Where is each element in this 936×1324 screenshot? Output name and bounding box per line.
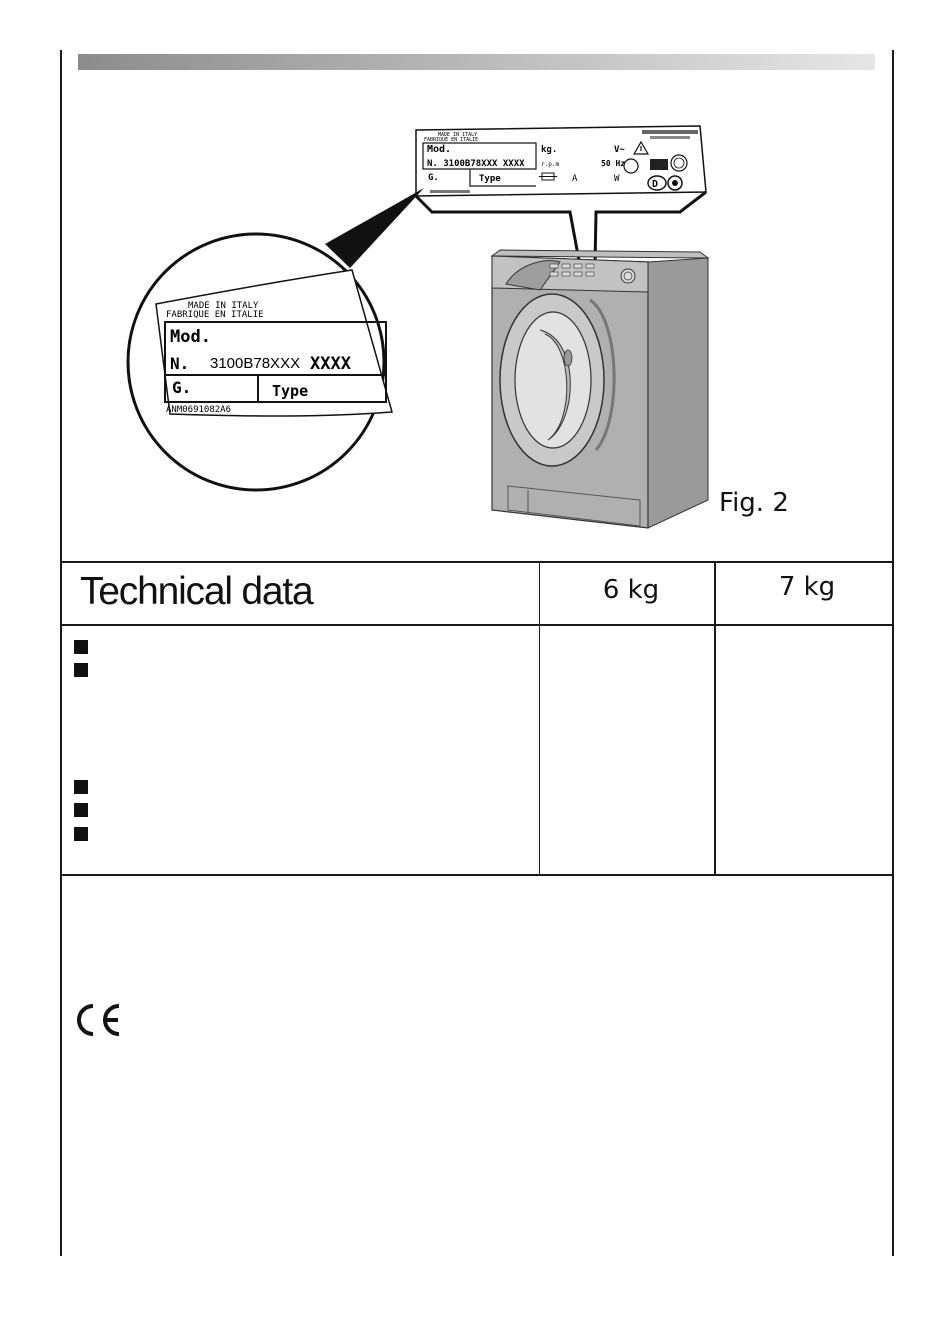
column-line-2 — [714, 563, 716, 876]
magnified-rating-plate — [128, 234, 392, 490]
bullet-square — [74, 640, 88, 654]
small-plate-made-in: MADE IN ITALY — [438, 132, 478, 138]
small-plate-hz: 50 Hz — [601, 159, 626, 168]
large-plate-serial-prefix: N. — [170, 354, 190, 373]
small-plate-fabrique: FABRIQUE EN ITALIE — [424, 137, 479, 143]
divider-bottom — [60, 874, 894, 876]
small-plate-amp: A — [572, 174, 578, 184]
large-plate-type: Type — [272, 382, 309, 400]
technical-data-title: Technical data — [80, 570, 313, 613]
divider-top — [60, 561, 894, 563]
column-header-7kg: 7 kg — [778, 572, 836, 602]
washing-machine — [492, 250, 708, 528]
bullet-square — [74, 663, 88, 677]
small-plate-type: Type — [479, 174, 501, 184]
large-plate-code: ANM0691082A6 — [166, 405, 232, 415]
small-plate-serial: N. 3100B78XXX XXXX — [427, 159, 525, 169]
small-plate-rpm: r.p.m — [541, 161, 560, 168]
large-plate-g: G. — [172, 378, 192, 397]
small-plate-voltage: V~ — [614, 145, 625, 155]
large-plate-serial-number: 3100B78XXX — [210, 355, 301, 372]
small-plate-mod: Mod. — [427, 144, 452, 155]
svg-text:D: D — [652, 179, 659, 190]
small-plate-watt: W — [614, 174, 620, 184]
column-header-6kg: 6 kg — [602, 575, 660, 605]
small-rating-plate — [416, 126, 706, 196]
divider-header — [60, 624, 894, 626]
rating-plate-illustration — [0, 0, 936, 560]
bullet-square — [74, 803, 88, 817]
column-line-1 — [539, 563, 540, 876]
small-plate-g: G. — [428, 173, 439, 183]
bullet-square — [74, 827, 88, 841]
large-plate-made-in: MADE IN ITALY — [188, 301, 259, 311]
bullet-square — [74, 780, 88, 794]
figure-label: Fig. 2 — [719, 488, 789, 518]
large-plate-fabrique: FABRIQUE EN ITALIE — [166, 310, 264, 320]
ce-mark-icon — [72, 1002, 124, 1038]
large-plate-serial-suffix: XXXX — [310, 354, 351, 374]
small-plate-kg: kg. — [541, 145, 558, 155]
large-plate-mod: Mod. — [170, 327, 211, 347]
